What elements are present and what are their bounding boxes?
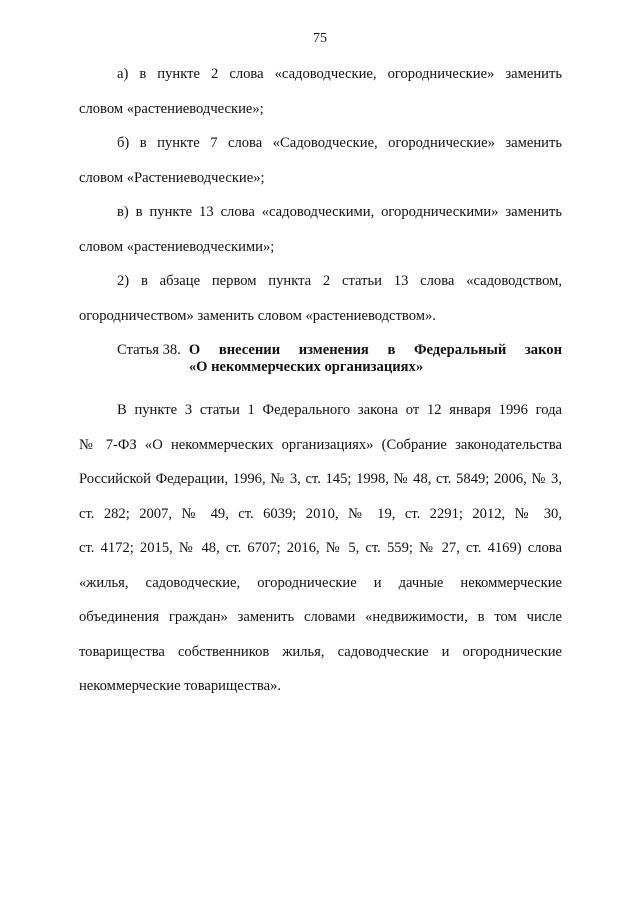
- body-line: В пункте 3 статьи 1 Федерального закона от 12 января 1996 года: [117, 402, 562, 418]
- article-label: Статья 38.: [117, 342, 181, 358]
- paragraph-line: а) в пункте 2 слова «садоводческие, огороднические» заменить: [117, 66, 562, 82]
- paragraph-2: [79, 264, 562, 333]
- paragraph-line: словом «Растениеводческие»;: [79, 169, 265, 186]
- paragraph-line: словом «растениеводческими»;: [79, 238, 275, 255]
- page-number: 75: [313, 31, 327, 46]
- paragraph-c: [79, 195, 562, 264]
- article-body: [79, 393, 562, 704]
- body-line: некоммерческие товарищества».: [79, 678, 282, 694]
- paragraph-line: огородничеством» заменить словом «растениеводством».: [79, 307, 436, 324]
- document-body: [79, 57, 562, 704]
- paragraph-a: [79, 57, 562, 126]
- article-title: [189, 342, 562, 376]
- body-line: товарищества собственников жилья, садоводческие и огороднические: [79, 643, 562, 660]
- paragraph-b: [79, 126, 562, 195]
- paragraph-line: 2) в абзаце первом пункта 2 статьи 13 слова «садоводством,: [117, 273, 562, 289]
- article-heading: [79, 342, 562, 376]
- paragraph-line: в) в пункте 13 слова «садоводческими, огородническими» заменить: [117, 204, 562, 220]
- article-title-line: «О некоммерческих организациях»: [188, 359, 424, 375]
- body-line: Российской Федерации, 1996, № 3, ст. 145; 1998, № 48, ст. 5849; 2006, № 3,: [79, 471, 562, 487]
- body-line: объединения граждан» заменить словами «недвижимости, в том числе: [79, 609, 562, 625]
- body-line: «жилья, садоводческие, огороднические и дачные некоммерческие: [79, 574, 562, 591]
- body-line: ст. 282; 2007, № 49, ст. 6039; 2010, № 19, ст. 2291; 2012, № 30,: [79, 505, 562, 522]
- body-line: № 7-ФЗ «О некоммерческих организациях» (Собрание законодательства: [79, 436, 562, 453]
- body-line: ст. 4172; 2015, № 48, ст. 6707; 2016, № 5, ст. 559; № 27, ст. 4169) слова: [79, 540, 562, 556]
- paragraph-line: б) в пункте 7 слова «Садоводческие, огороднические» заменить: [117, 135, 562, 151]
- paragraph-line: словом «растениеводческие»;: [79, 100, 264, 117]
- article-title-line: О внесении изменения в Федеральный закон: [188, 342, 562, 358]
